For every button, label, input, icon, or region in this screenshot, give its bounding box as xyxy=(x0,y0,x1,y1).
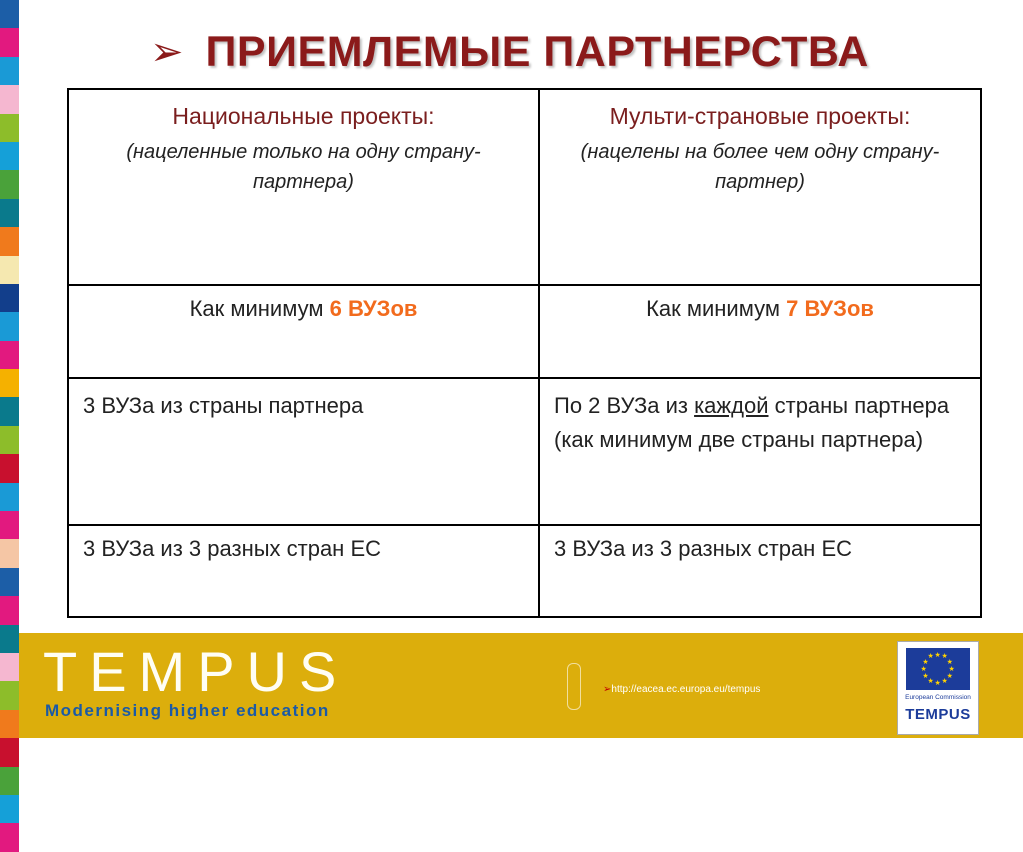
requirement-text: страны партнера (как минимум две страны партнера) xyxy=(554,393,950,453)
partner-country-requirement: 3 ВУЗа из страны партнера xyxy=(83,393,364,418)
tempus-tagline: Modernising higher education xyxy=(45,701,330,720)
stripe-segment xyxy=(0,681,19,709)
star-icon: ★ xyxy=(946,672,953,680)
star-icon: ★ xyxy=(927,677,934,685)
star-icon: ★ xyxy=(922,672,929,680)
table-cell xyxy=(68,89,539,285)
ec-label: European Commission xyxy=(905,694,971,701)
stripe-segment xyxy=(0,823,19,851)
star-icon: ★ xyxy=(934,651,941,659)
tempus-logo-text: TEMPUS xyxy=(43,640,349,703)
star-icon: ★ xyxy=(922,658,929,666)
stripe-segment xyxy=(0,284,19,312)
table-row xyxy=(68,285,981,378)
national-projects-heading: Национальные проекты: xyxy=(172,103,435,129)
multi-country-heading: Мульти-страновые проекты: xyxy=(609,103,911,129)
footer-banner xyxy=(19,633,1023,738)
ec-brand: TEMPUS xyxy=(905,706,971,723)
min-universities-label: Как минимум xyxy=(646,296,787,321)
star-icon: ★ xyxy=(941,677,948,685)
color-stripe xyxy=(0,0,19,738)
footer-link-text[interactable]: http://eacea.ec.europa.eu/tempus xyxy=(611,684,761,695)
stripe-segment xyxy=(0,199,19,227)
table-cell xyxy=(539,285,981,378)
stripe-segment xyxy=(0,539,19,567)
stripe-segment xyxy=(0,738,19,766)
eu-flag-icon xyxy=(906,648,970,690)
min-universities-value: 7 ВУЗов xyxy=(786,296,874,321)
star-icon: ★ xyxy=(946,658,953,666)
stripe-segment xyxy=(0,312,19,340)
arrow-bullet-icon: ➢ xyxy=(603,684,612,695)
stripe-segment xyxy=(0,227,19,255)
stripe-segment xyxy=(0,256,19,284)
eu-requirement: 3 ВУЗа из 3 разных стран ЕС xyxy=(83,536,382,561)
stripe-segment xyxy=(0,795,19,823)
stripe-segment xyxy=(0,767,19,795)
stripe-segment xyxy=(0,369,19,397)
stripe-segment xyxy=(0,454,19,482)
stripe-segment xyxy=(0,57,19,85)
stripe-segment xyxy=(0,426,19,454)
arrow-bullet-icon: ➢ xyxy=(150,30,184,74)
stripe-segment xyxy=(0,511,19,539)
table-cell xyxy=(68,378,539,525)
stripe-segment xyxy=(0,596,19,624)
star-icon: ★ xyxy=(948,665,955,673)
star-icon: ★ xyxy=(941,653,948,661)
stripe-segment xyxy=(0,28,19,56)
table-cell xyxy=(539,378,981,525)
star-icon: ★ xyxy=(927,653,934,661)
decorative-outline-icon xyxy=(567,663,581,710)
table-cell xyxy=(68,285,539,378)
requirement-text: По 2 ВУЗа из xyxy=(554,393,695,418)
table-row xyxy=(68,89,981,285)
emphasis-each: каждой xyxy=(694,393,769,418)
stripe-segment xyxy=(0,653,19,681)
stripe-segment xyxy=(0,142,19,170)
table-row xyxy=(68,525,981,617)
stripe-segment xyxy=(0,170,19,198)
stripe-segment xyxy=(0,397,19,425)
stripe-segment xyxy=(0,568,19,596)
eu-requirement: 3 ВУЗа из 3 разных стран ЕС xyxy=(554,536,853,561)
stripe-segment xyxy=(0,625,19,653)
table-row xyxy=(68,378,981,525)
national-projects-note: (нацеленные только на одну страну-партнера) xyxy=(126,141,481,194)
eu-commission-logo xyxy=(897,641,979,735)
multi-country-note: (нацелены на более чем одну страну-партнер) xyxy=(580,141,940,194)
star-icon: ★ xyxy=(934,679,941,687)
min-universities-value: 6 ВУЗов xyxy=(329,296,418,321)
stripe-segment xyxy=(0,483,19,511)
stripe-segment xyxy=(0,0,19,28)
footer-link[interactable] xyxy=(603,684,760,695)
table-cell xyxy=(539,89,981,285)
stripe-segment xyxy=(0,114,19,142)
min-universities-label: Как минимум xyxy=(189,296,330,321)
stripe-segment xyxy=(0,341,19,369)
partnership-table xyxy=(67,88,982,618)
slide-title-text: ПРИЕМЛЕМЫЕ ПАРТНЕРСТВА xyxy=(205,27,869,76)
star-icon: ★ xyxy=(920,665,927,673)
table-cell xyxy=(539,525,981,617)
slide-title xyxy=(150,22,869,82)
stripe-segment xyxy=(0,710,19,738)
stripe-segment xyxy=(0,85,19,113)
table-cell xyxy=(68,525,539,617)
